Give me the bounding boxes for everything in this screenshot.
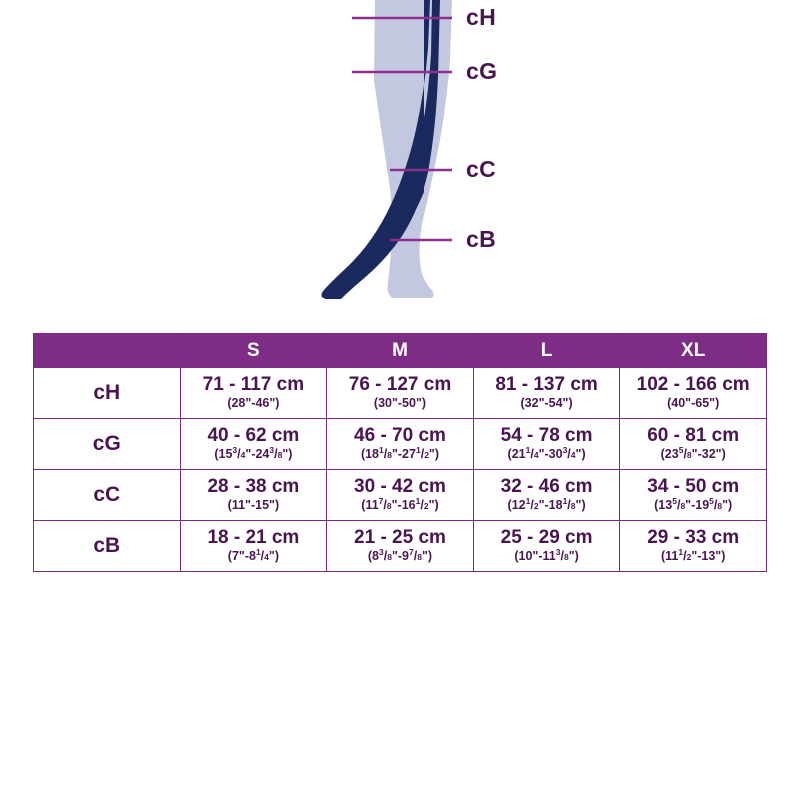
diagram-label-cc: cC xyxy=(466,156,497,182)
row-header-ch: cH xyxy=(34,368,181,419)
cell-value-inch: $(7"-8^1/4")$ xyxy=(227,547,279,564)
cell-cc-s xyxy=(180,470,327,521)
cell-value-inch: (30"-50") xyxy=(373,396,427,411)
column-header-s: S xyxy=(180,334,327,368)
cell-cb-s xyxy=(180,521,327,572)
cell-ch-l xyxy=(473,368,620,419)
cell-value-cm: 32 - 46 cm xyxy=(500,476,593,498)
leg-illustration xyxy=(0,0,800,320)
cell-value-inch: $(11^7/8"-16^1/2")$ xyxy=(361,496,439,513)
cell-value-cm: 30 - 42 cm xyxy=(354,476,446,498)
row-header-cg: cG xyxy=(34,419,181,470)
cell-cb-xl xyxy=(620,521,767,572)
cell-value-cm: 28 - 38 cm xyxy=(207,476,300,498)
table-row xyxy=(34,368,767,419)
cell-value-cm: 40 - 62 cm xyxy=(207,425,300,447)
diagram-label-ch: cH xyxy=(466,4,497,30)
cell-value-inch: $(10"-11^3/8")$ xyxy=(514,547,579,564)
row-header-cc: cC xyxy=(34,470,181,521)
cell-value-inch: (11"-15") xyxy=(227,498,280,513)
cell-value-inch: $(15^3/4"-24^3/8")$ xyxy=(214,445,293,462)
cell-value-cm: 34 - 50 cm xyxy=(647,476,740,498)
cell-cc-m xyxy=(327,470,474,521)
diagram-label-cg: cG xyxy=(466,58,498,84)
table-row xyxy=(34,419,767,470)
cell-value-inch: $(8^3/8"-9^7/8")$ xyxy=(367,547,433,564)
cell-ch-s xyxy=(180,368,327,419)
cell-cg-s xyxy=(180,419,327,470)
table-corner-cell xyxy=(34,334,181,368)
cell-value-cm: 60 - 81 cm xyxy=(647,425,740,447)
cell-value-inch: $(13^5/8"-19^5/8")$ xyxy=(654,496,733,513)
diagram-label-cb: cB xyxy=(466,226,497,252)
cell-ch-xl xyxy=(620,368,767,419)
leg-measurement-diagram xyxy=(0,0,800,320)
column-header-xl: XL xyxy=(620,334,767,368)
cell-cg-l xyxy=(473,419,620,470)
row-header-cb: cB xyxy=(34,521,181,572)
cell-value-inch: $(12^1/2"-18^1/8")$ xyxy=(507,496,586,513)
cell-cg-m xyxy=(327,419,474,470)
cell-cg-xl xyxy=(620,419,767,470)
cell-value-cm: 76 - 127 cm xyxy=(348,374,452,396)
cell-value-cm: 46 - 70 cm xyxy=(354,425,446,447)
size-chart-table xyxy=(33,333,767,572)
table-header xyxy=(34,334,767,368)
cell-cb-l xyxy=(473,521,620,572)
cell-value-cm: 71 - 117 cm xyxy=(202,374,305,396)
table-row xyxy=(34,470,767,521)
cell-cc-l xyxy=(473,470,620,521)
table-header-row xyxy=(34,334,767,368)
cell-value-cm: 25 - 29 cm xyxy=(500,527,593,549)
cell-value-cm: 81 - 137 cm xyxy=(495,374,598,396)
cell-value-cm: 102 - 166 cm xyxy=(636,374,750,396)
cell-ch-m xyxy=(327,368,474,419)
cell-value-inch: $(23^5/8"-32")$ xyxy=(660,445,726,462)
cell-value-inch: (28"-46") xyxy=(227,396,280,411)
table-body xyxy=(34,368,767,572)
cell-value-inch: $(18^1/8"-27^1/2")$ xyxy=(360,445,440,462)
cell-value-cm: 21 - 25 cm xyxy=(354,527,446,549)
cell-cc-xl xyxy=(620,470,767,521)
cell-value-inch: (40"-65") xyxy=(667,396,720,411)
cell-value-inch: (32"-54") xyxy=(520,396,573,411)
cell-value-cm: 29 - 33 cm xyxy=(647,527,740,549)
column-header-l: L xyxy=(473,334,620,368)
cell-cb-m xyxy=(327,521,474,572)
size-table-container xyxy=(33,333,767,572)
cell-value-cm: 18 - 21 cm xyxy=(207,527,300,549)
cell-value-inch: $(11^1/2"-13")$ xyxy=(660,547,726,564)
table-row xyxy=(34,521,767,572)
cell-value-cm: 54 - 78 cm xyxy=(500,425,593,447)
column-header-m: M xyxy=(327,334,474,368)
cell-value-inch: $(21^1/4"-30^3/4")$ xyxy=(507,445,586,462)
